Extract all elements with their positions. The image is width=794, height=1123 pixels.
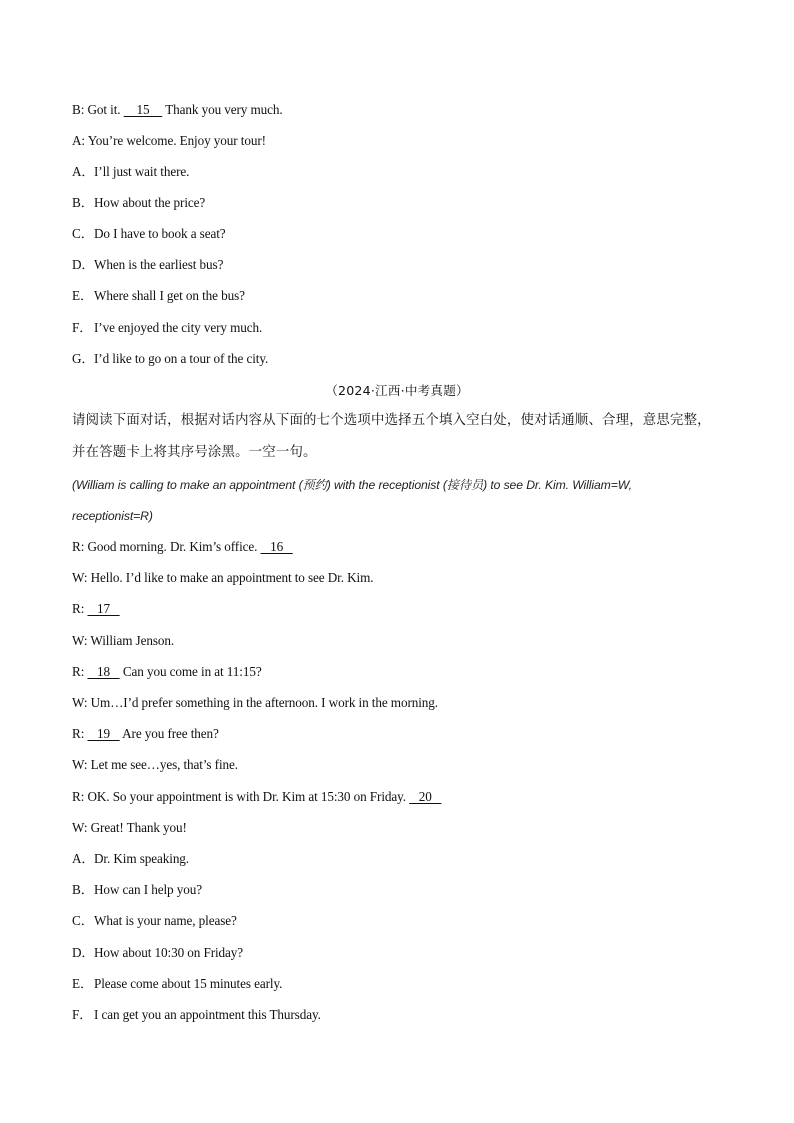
- option-letter: F．: [72, 1007, 93, 1022]
- option-e: [72, 287, 734, 305]
- option-c: [72, 912, 734, 930]
- option-f: [72, 1006, 734, 1024]
- option-text: What is your name, please?: [94, 913, 237, 928]
- option-f: [72, 319, 734, 337]
- dialogue-text: Can you come in at 11:15?: [119, 664, 262, 679]
- option-letter: C．: [72, 226, 94, 241]
- dialogue-line: [72, 788, 734, 806]
- option-c: [72, 225, 734, 243]
- option-letter: A．: [72, 851, 95, 866]
- option-g: [72, 350, 734, 368]
- option-letter: A．: [72, 164, 95, 179]
- instruction-line-2: 并在答题卡上将其序号涂黑。一空一句。: [72, 445, 317, 460]
- dialogue-text: W: Hello. I’d like to make an appointment to see Dr. Kim.: [72, 570, 374, 585]
- option-letter: B．: [72, 882, 94, 897]
- dialogue-line: [72, 756, 734, 774]
- answer-blank-19: 19: [87, 726, 120, 741]
- dialogue-line: [72, 725, 734, 743]
- answer-blank-18: 18: [87, 664, 120, 679]
- option-text: How about the price?: [94, 195, 206, 210]
- dialogue-text: R:: [72, 664, 88, 679]
- option-text: Please come about 15 minutes early.: [94, 976, 283, 991]
- option-text: I’ll just wait there.: [94, 164, 190, 179]
- dialogue-text: W: Let me see…yes, that’s fine.: [72, 757, 238, 772]
- option-text: How can I help you?: [94, 882, 202, 897]
- answer-blank-20: 20: [409, 789, 442, 804]
- answer-blank-17: 17: [87, 601, 120, 616]
- option-letter: C．: [72, 913, 94, 928]
- option-letter: E．: [72, 976, 94, 991]
- option-text: I can get you an appointment this Thursday.: [94, 1007, 321, 1022]
- dialogue-text: R:: [72, 726, 88, 741]
- dialogue-text: R:: [72, 601, 88, 616]
- question-source: （2024·江西·中考真题）: [325, 383, 469, 398]
- option-letter: D．: [72, 945, 95, 960]
- option-a: [72, 850, 734, 868]
- dialogue-line: [72, 600, 734, 618]
- option-text: When is the earliest bus?: [94, 257, 224, 272]
- dialogue-line: [72, 694, 734, 712]
- option-letter: G．: [72, 351, 95, 366]
- option-d: [72, 256, 734, 274]
- option-text: I’ve enjoyed the city very much.: [94, 320, 263, 335]
- context-line-2: receptionist=R): [72, 509, 153, 523]
- dialogue-text: R: OK. So your appointment is with Dr. Kim at 15:30 on Friday.: [72, 789, 410, 804]
- option-letter: B．: [72, 195, 94, 210]
- dialogue-text: R: Good morning. Dr. Kim’s office.: [72, 539, 261, 554]
- option-a: [72, 163, 734, 181]
- option-e: [72, 975, 734, 993]
- option-d: [72, 944, 734, 962]
- dialogue-line: [72, 569, 734, 587]
- dialogue-text: W: William Jenson.: [72, 633, 175, 648]
- dialogue-text: W: Great! Thank you!: [72, 820, 187, 835]
- instruction-line-1: 请阅读下面对话，根据对话内容从下面的七个选项中选择五个填入空白处，使对话通顺、合理，意思完整，: [72, 413, 711, 428]
- option-text: Where shall I get on the bus?: [94, 288, 245, 303]
- answer-blank-16: 16: [260, 539, 293, 554]
- dialogue-text: W: Um…I’d prefer something in the afternoon. I work in the morning.: [72, 695, 438, 710]
- option-text: How about 10:30 on Friday?: [94, 945, 244, 960]
- option-text: Do I have to book a seat?: [94, 226, 226, 241]
- context-line-1: (William is calling to make an appointment (预约) with the receptionist (接待员) to see Dr. Kim. William=W,: [72, 478, 632, 492]
- option-letter: E．: [72, 288, 94, 303]
- dialogue-text: B: Got it.: [72, 102, 124, 117]
- dialogue-line-a: A: You’re welcome. Enjoy your tour!: [72, 133, 266, 148]
- option-text: Dr. Kim speaking.: [94, 851, 189, 866]
- dialogue-text: Are you free then?: [119, 726, 219, 741]
- dialogue-line: [72, 538, 734, 556]
- answer-blank-15: 15: [123, 102, 163, 117]
- option-text: I’d like to go on a tour of the city.: [94, 351, 269, 366]
- dialogue-line: [72, 632, 734, 650]
- option-letter: D．: [72, 257, 95, 272]
- option-letter: F．: [72, 320, 93, 335]
- option-b: [72, 881, 734, 899]
- option-b: [72, 194, 734, 212]
- dialogue-line: [72, 663, 734, 681]
- dialogue-text: Thank you very much.: [162, 102, 283, 117]
- dialogue-line: [72, 819, 734, 837]
- dialogue-line-b: [72, 101, 734, 119]
